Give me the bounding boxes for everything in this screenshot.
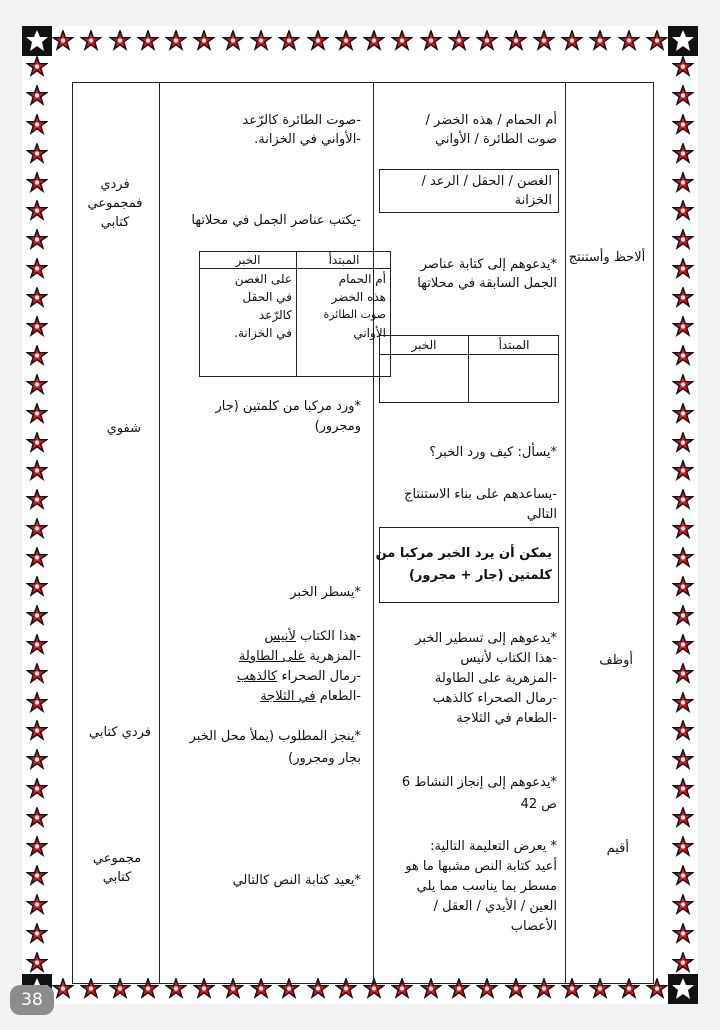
teacher-eval-5: الأعصاب (510, 919, 557, 934)
red-star-icon (26, 894, 48, 916)
red-star-icon (26, 200, 48, 222)
teacher-example-4: -الطعام في الثلاجة (456, 711, 557, 726)
learner-table-header-khabar: الخبر (235, 253, 261, 267)
red-star-icon (26, 865, 48, 887)
stage-employ: أوظف (599, 653, 633, 668)
red-star-icon (250, 30, 272, 52)
red-star-icon (363, 30, 385, 52)
mode-oral: شفوي (106, 421, 141, 436)
red-star-icon (672, 200, 694, 222)
red-star-icon (672, 345, 694, 367)
red-star-icon (589, 30, 611, 52)
red-star-icon (26, 258, 48, 280)
red-star-icon (672, 923, 694, 945)
red-star-icon (672, 56, 694, 78)
learner-example-2: -المزهرية على الطاولة (238, 649, 361, 664)
red-star-icon (672, 489, 694, 511)
red-star-icon (672, 172, 694, 194)
red-star-icon (165, 30, 187, 52)
red-star-icon (26, 172, 48, 194)
red-star-icon (672, 720, 694, 742)
red-star-icon (26, 576, 48, 598)
teacher-invite-1: *يدعوهم إلى كتابة عناصر (420, 257, 557, 272)
teacher-activity-1: *يدعوهم إلى إنجاز النشاط 6 (401, 775, 557, 790)
khabar-cell: في الحقل (242, 290, 292, 304)
learner-rewrite: *يعيد كتابة النص كالتالي (232, 873, 361, 888)
red-star-icon (26, 836, 48, 858)
khabar-cell: على الغصن (234, 272, 292, 286)
red-star-icon (533, 30, 555, 52)
red-star-icon (476, 30, 498, 52)
red-star-icon (26, 923, 48, 945)
worksheet-page (22, 26, 698, 1004)
red-star-icon (26, 403, 48, 425)
teacher-sentences-1: أم الحمام / هذه الخضر / (425, 113, 557, 128)
red-star-icon (448, 30, 470, 52)
red-star-icon (646, 30, 668, 52)
red-star-icon (26, 634, 48, 656)
red-star-icon (420, 30, 442, 52)
red-star-icon (26, 229, 48, 251)
red-star-icon (26, 778, 48, 800)
conclusion-line1: يمكن أن يرد الخبر مركبا من (375, 546, 552, 561)
red-star-icon (26, 807, 48, 829)
red-star-icon (672, 865, 694, 887)
khabar-words-line2: الخزانة (514, 193, 552, 208)
red-star-icon (26, 692, 48, 714)
red-star-icon (137, 30, 159, 52)
learner-task-2: بجار ومجرور) (288, 751, 361, 766)
khabar-words-box (379, 169, 559, 213)
teacher-activity-2: ص 42 (520, 797, 557, 812)
learner-jar-1: *ورد مركبا من كلمتين (جار (215, 399, 361, 414)
red-star-icon (672, 432, 694, 454)
mode-individual-group-written: فردي فمجموعي كتابي (87, 177, 143, 230)
learner-example-4: -الطعام في الثلاجة (260, 689, 361, 704)
mubtada-cell: صوت الطائرة (323, 308, 386, 321)
red-star-icon (26, 56, 48, 78)
page-number-badge: 38 (10, 985, 54, 1015)
mubtada-cell: أم الحمام (338, 272, 386, 286)
red-star-icon (26, 489, 48, 511)
learner-example-1: -هذا الكتاب لأنيس (264, 629, 361, 644)
red-star-icon (391, 30, 413, 52)
teacher-sentences-2: صوت الطائرة / الأواني (435, 132, 557, 147)
red-star-icon (26, 85, 48, 107)
red-star-icon (672, 85, 694, 107)
learner-example-3: -رمال الصحراء كالذهب (236, 669, 361, 684)
red-star-icon (26, 374, 48, 396)
red-star-icon (26, 547, 48, 569)
red-star-icon (26, 663, 48, 685)
red-star-icon (672, 143, 694, 165)
red-star-icon (52, 30, 74, 52)
learner-answer-2: -الأواني في الخزانة. (254, 132, 361, 147)
teacher-example-2: -المزهرية على الطاولة (434, 671, 557, 686)
red-star-icon (672, 518, 694, 540)
red-star-icon (26, 432, 48, 454)
teacher-help-2: التالي (526, 507, 557, 522)
red-star-icon (672, 374, 694, 396)
teacher-example-3: -رمال الصحراء كالذهب (432, 691, 557, 706)
red-star-icon (26, 345, 48, 367)
mubtada-cell: هذه الخضر (331, 290, 386, 304)
red-star-icon (672, 114, 694, 136)
red-star-icon (618, 30, 640, 52)
red-star-icon (672, 605, 694, 627)
decorative-border-left (22, 56, 52, 974)
red-star-icon (26, 287, 48, 309)
table-header-mubtada: المبتدأ (498, 338, 530, 352)
red-star-icon (672, 952, 694, 974)
teacher-example-1: -هذا الكتاب لأنيس (460, 651, 557, 666)
conclusion-line2: كلمتين (جار + مجرور) (408, 568, 552, 583)
stage-evaluate: أقيم (606, 841, 629, 856)
mode-group-written: مجموعي كتابي (92, 851, 142, 885)
red-star-icon (52, 978, 74, 1000)
red-star-icon (672, 460, 694, 482)
red-star-icon (561, 30, 583, 52)
red-star-icon (672, 287, 694, 309)
red-star-icon (26, 518, 48, 540)
red-star-icon (672, 634, 694, 656)
conclusion-box (375, 527, 559, 603)
red-star-icon (26, 114, 48, 136)
teacher-eval-1: * يعرض التعليمة التالية: (430, 839, 557, 854)
red-star-icon (26, 143, 48, 165)
red-star-icon (672, 836, 694, 858)
red-star-icon (193, 30, 215, 52)
red-star-icon (505, 30, 527, 52)
red-star-icon (307, 30, 329, 52)
khabar-cell: في الخزانة. (234, 326, 292, 340)
mode-individual-written: فردي كتابي (88, 725, 151, 740)
red-star-icon (222, 30, 244, 52)
corner-star-icon (668, 26, 698, 56)
decorative-border-top (52, 26, 668, 56)
teacher-eval-2: أعيد كتابة النص مشبها ما هو (405, 859, 557, 874)
red-star-icon (26, 749, 48, 771)
red-star-icon (672, 403, 694, 425)
red-star-icon (672, 663, 694, 685)
red-star-icon (672, 547, 694, 569)
corner-star-icon (668, 974, 698, 1004)
teacher-help-1: -يساعدهم على بناء الاستنتاج (404, 487, 557, 502)
red-star-icon (26, 605, 48, 627)
red-star-icon (672, 778, 694, 800)
filled-grammar-table (199, 251, 391, 377)
teacher-eval-3: مسطر بما يناسب مما يلي (416, 879, 557, 894)
teacher-underline-intro: *يدعوهم إلى تسطير الخبر (415, 631, 557, 646)
decorative-border-right (668, 56, 698, 974)
mubtada-cell: الأواني (353, 326, 386, 340)
learner-jar-2: ومجرور) (314, 419, 361, 434)
teacher-eval-4: العين / الأيدي / العقل / (433, 899, 557, 914)
red-star-icon (672, 316, 694, 338)
learner-writes: -يكتب عناصر الجمل في محلاتها (191, 213, 361, 228)
learner-task-1: *ينجز المطلوب (يملأ محل الخبر (189, 729, 361, 744)
teacher-invite-2: الجمل السابقة في محلاتها (417, 276, 557, 291)
lesson-table (72, 82, 654, 984)
learner-underlines: *يسطر الخبر (290, 585, 361, 600)
red-star-icon (278, 30, 300, 52)
teacher-ask: *يسأل: كيف ورد الخبر؟ (429, 445, 557, 460)
red-star-icon (672, 894, 694, 916)
red-star-icon (335, 30, 357, 52)
red-star-icon (80, 30, 102, 52)
red-star-icon (26, 460, 48, 482)
red-star-icon (672, 749, 694, 771)
red-star-icon (672, 258, 694, 280)
red-star-icon (672, 692, 694, 714)
table-header-khabar: الخبر (411, 338, 437, 352)
red-star-icon (26, 316, 48, 338)
red-star-icon (26, 952, 48, 974)
khabar-words-line1: الغصن / الحقل / الرعد / (421, 174, 552, 189)
red-star-icon (672, 229, 694, 251)
learner-answer-1: -صوت الطائرة كالرّعد (242, 113, 361, 128)
red-star-icon (672, 807, 694, 829)
learner-table-header-mubtada: المبتدأ (328, 253, 360, 267)
empty-grammar-table (379, 335, 559, 403)
corner-star-icon (22, 26, 52, 56)
red-star-icon (26, 720, 48, 742)
khabar-cell: كالرّعد (258, 308, 292, 322)
red-star-icon (672, 576, 694, 598)
stage-observe: ألاحظ وأستنتج (568, 250, 646, 265)
red-star-icon (109, 30, 131, 52)
